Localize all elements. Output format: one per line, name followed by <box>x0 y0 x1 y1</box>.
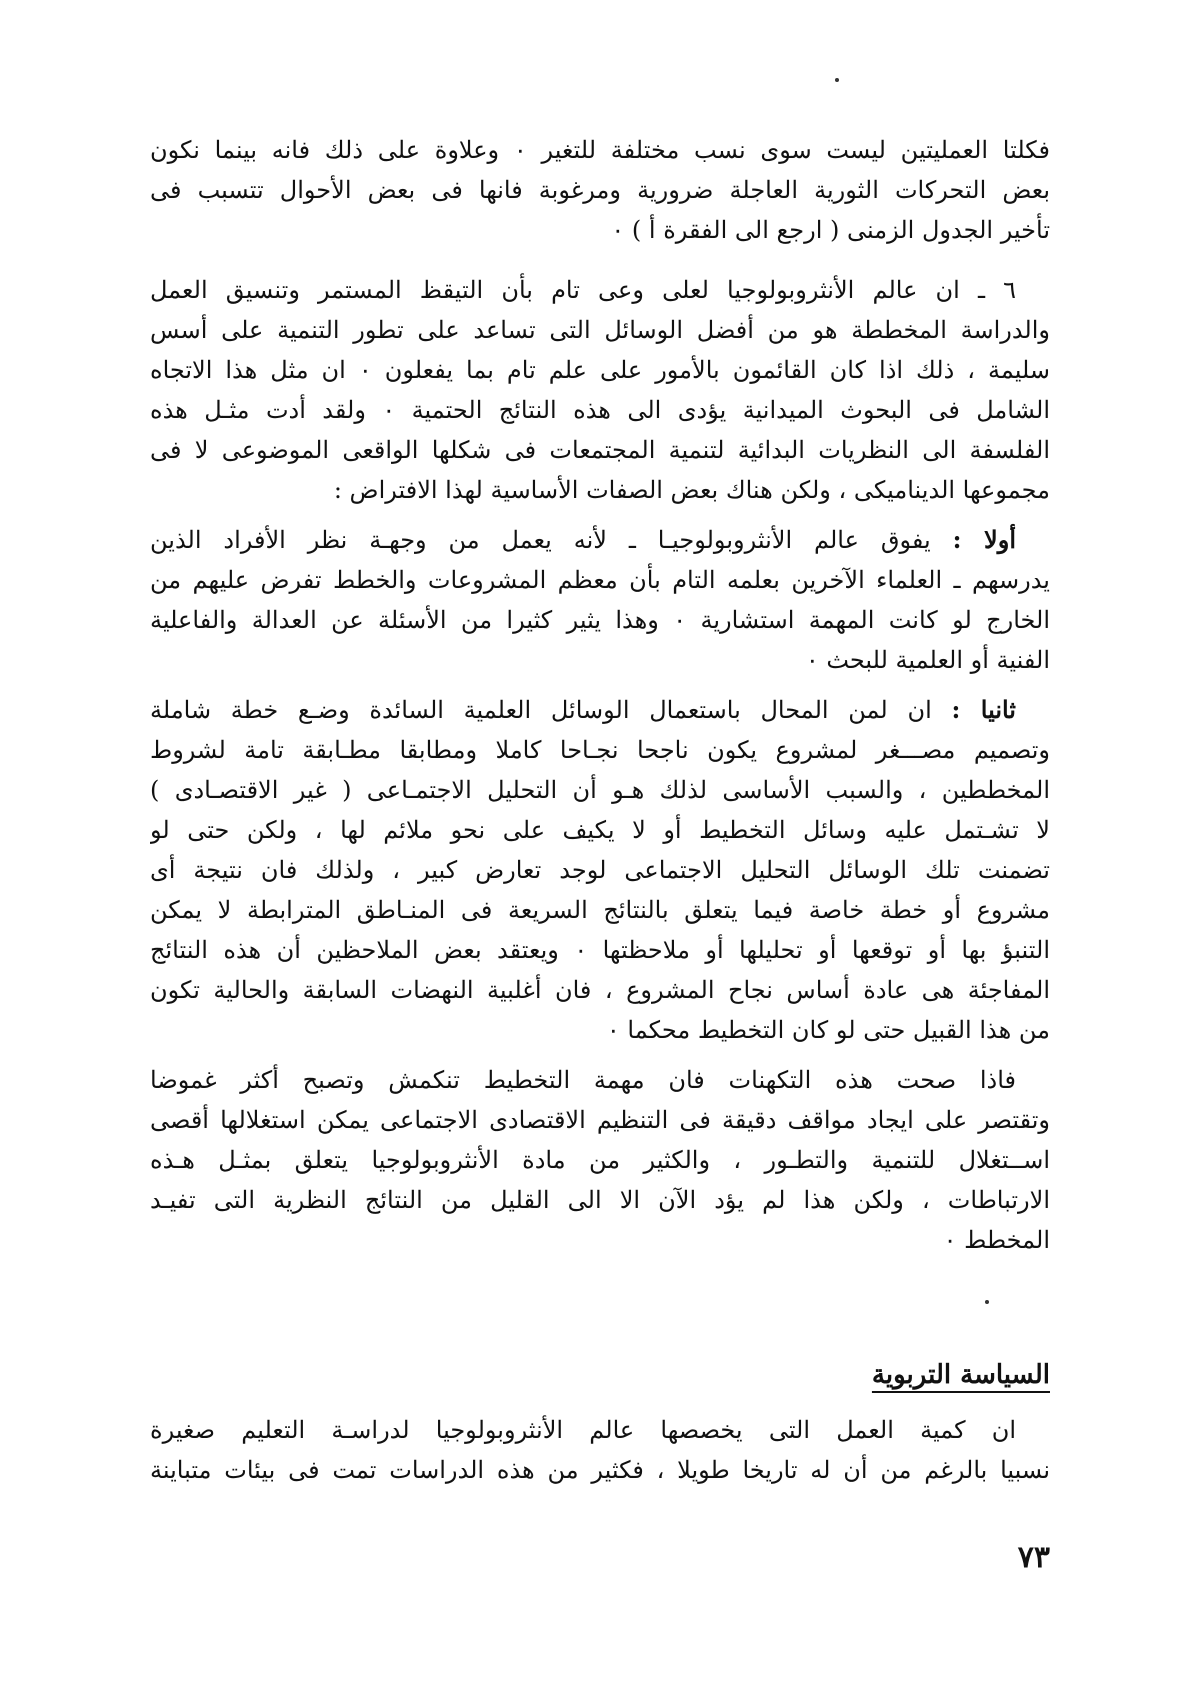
text-line: المخططين ، والسبب الأساسى لذلك هـو أن التحليل الاجتمـاعى ( غير الاقتصـادى ) <box>150 776 1050 804</box>
paragraph-lead: أولا : <box>952 525 1017 554</box>
paragraph-5 <box>150 1060 1050 1260</box>
text-line: الخارج لو كانت المهمة استشارية ٠ وهذا يثير كثيرا من الأسئلة عن العدالة والفاعلية <box>150 606 1050 634</box>
text-line: نسبيا بالرغم من أن له تاريخا طويلا ، فكثير من هذه الدراسات تمت فى بيئات متباينة <box>150 1456 1050 1484</box>
text-line: سليمة ، ذلك اذا كان القائمون بالأمور على علم تام بما يفعلون ٠ ان مثل هذا الاتجاه <box>150 356 1050 384</box>
paragraph-lead: ثانيا : <box>951 695 1016 724</box>
text-line: ٦ ـ ان عالم الأنثروبولوجيا لعلى وعى تام بأن التيقظ المستمر وتنسيق العمل <box>150 276 1016 304</box>
text-line: الشامل فى البحوث الميدانية يؤدى الى هذه النتائج الحتمية ٠ ولقد أدت مثـل هذه <box>150 396 1050 424</box>
text-line: ان كمية العمل التى يخصصها عالم الأنثروبولوجيا لدراسـة التعليم صغيرة <box>150 1416 1016 1444</box>
text-line: لا تشـتمل عليه وسائل التخطيط أو لا يكيف على نحو ملائم لها ، ولكن حتى لو <box>150 816 1050 844</box>
paragraph-2 <box>150 270 1050 510</box>
text-line <box>150 690 1050 730</box>
paragraph-3 <box>150 520 1050 680</box>
text-line: الفلسفة الى النظريات البدائية لتنمية المجتمعات فى شكلها الواقعى الموضوعى لا فى <box>150 436 1050 464</box>
text-line: الارتباطات ، ولكن هذا لم يؤد الآن الا الى القليل من النتائج النظرية التى تفيـد <box>150 1186 1050 1214</box>
section-heading: السياسة التربوية <box>871 1360 1050 1390</box>
text-line <box>150 520 1050 560</box>
scan-speck <box>985 1300 989 1304</box>
text-line: تضمنت تلك الوسائل التحليل الاجتماعى لوجد تعارض كبير ، ولذلك فان نتيجة أى <box>150 856 1050 884</box>
text-line: المفاجئة هى عادة أساس نجاح المشروع ، فان أغلبية النهضات السابقة والحالية تكون <box>150 976 1050 1004</box>
text-line: التنبؤ بها أو توقعها أو تحليلها أو ملاحظتها ٠ ويعتقد بعض الملاحظين أن هذه النتائج <box>150 936 1050 964</box>
paragraph-4 <box>150 690 1050 1050</box>
text-line: فاذا صحت هذه التكهنات فان مهمة التخطيط تنكمش وتصبح أكثر غموضا <box>150 1066 1016 1094</box>
text-line: من هذا القبيل حتى لو كان التخطيط محكما ٠ <box>606 1016 1050 1044</box>
text-line: فكلتا العمليتين ليست سوى نسب مختلفة للتغير ٠ وعلاوة على ذلك فانه بينما نكون <box>150 136 1050 164</box>
paragraph-1 <box>150 130 1050 250</box>
scan-speck <box>835 78 839 82</box>
text-line: بعض التحركات الثورية العاجلة ضرورية ومرغوبة فانها فى بعض الأحوال تتسبب فى <box>150 176 1050 204</box>
text-line: المخطط ٠ <box>943 1226 1050 1254</box>
line-text: يفوق عالم الأنثروبولوجيـا ـ لأنه يعمل من وجهـة نظر الأفراد الذين <box>150 526 931 554</box>
text-line: الفنية أو العلمية للبحث ٠ <box>805 646 1050 674</box>
text-line: تأخير الجدول الزمنى ( ارجع الى الفقرة أ ) ٠ <box>611 216 1050 244</box>
text-line: مجموعها الديناميكى ، ولكن هناك بعض الصفات الأساسية لهذا الافتراض : <box>333 476 1050 504</box>
page-number: ٧٣ <box>1017 1540 1050 1575</box>
text-line: وتقتصر على ايجاد مواقف دقيقة فى التنظيم الاقتصادى الاجتماعى يمكن استغلالها أقصى <box>150 1106 1050 1134</box>
text-line: مشروع أو خطة خاصة فيما يتعلق بالنتائج السريعة فى المنـاطق المترابطة لا يمكن <box>150 896 1050 924</box>
text-line: اســتغلال للتنمية والتطـور ، والكثير من مادة الأنثروبولوجيا يتعلق بمثـل هـذه <box>150 1146 1050 1174</box>
text-line: والدراسة المخططة هو من أفضل الوسائل التى تساعد على تطور التنمية على أسس <box>150 316 1050 344</box>
text-line: وتصميم مصـــغر لمشروع يكون ناجحا نجـاحا كاملا ومطابقا مطـابقة تامة لشروط <box>150 736 1050 764</box>
line-text: ان لمن المحال باستعمال الوسائل العلمية السائدة وضـع خطة شاملة <box>150 696 932 724</box>
text-line: يدرسهم ـ العلماء الآخرين بعلمه التام بأن معظم المشروعات والخطط تفرض عليهم من <box>150 566 1050 594</box>
paragraph-6 <box>150 1410 1050 1490</box>
